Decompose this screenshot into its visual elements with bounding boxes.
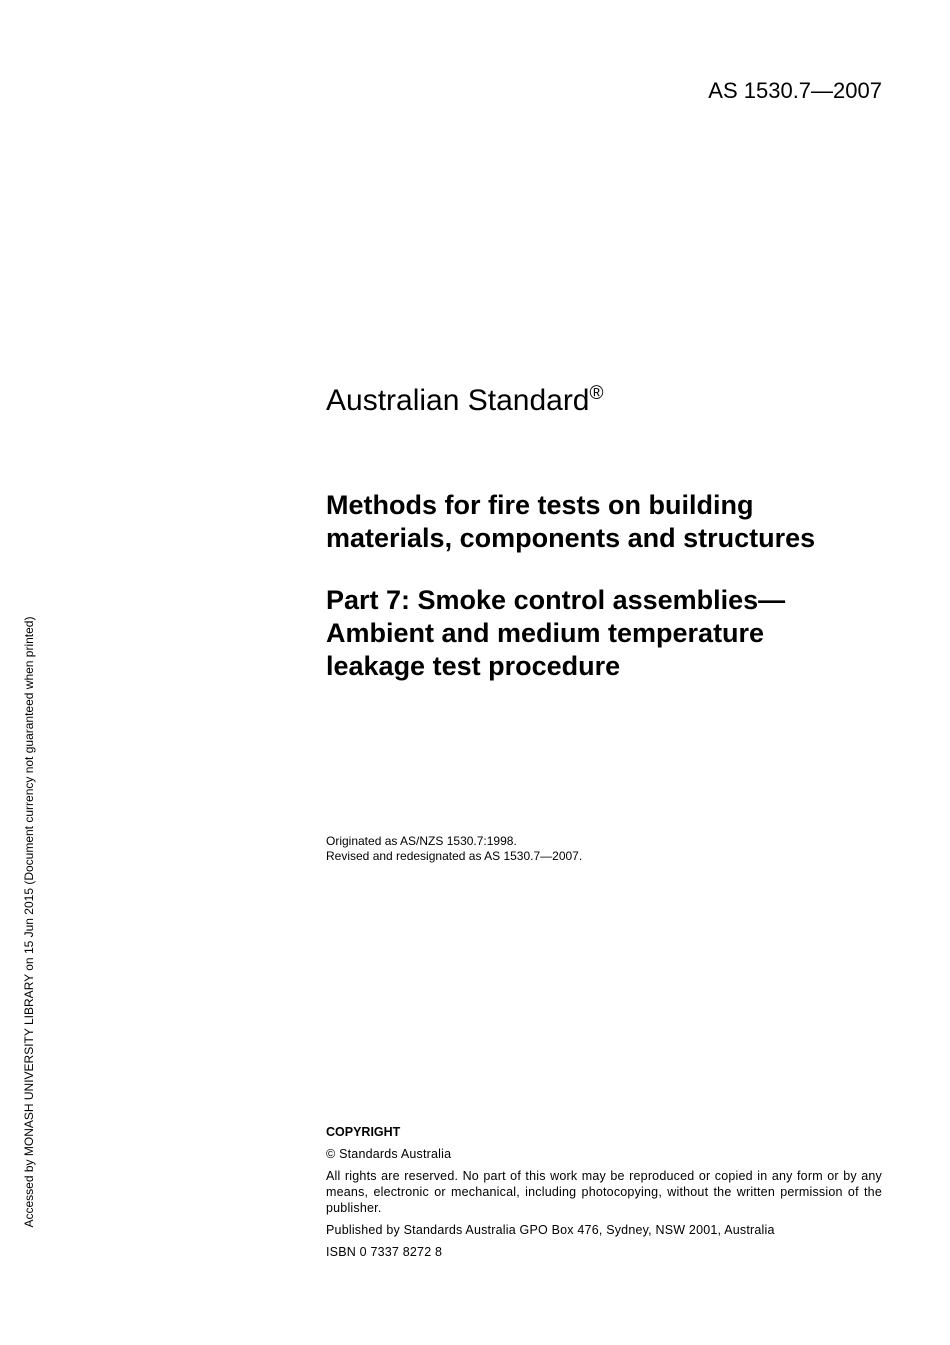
publisher-info: Published by Standards Australia GPO Box 476, Sydney, NSW 2001, Australia — [326, 1223, 775, 1237]
standard-type-label: Australian Standard — [326, 384, 590, 417]
part-title-line: Ambient and medium temperature — [326, 618, 765, 648]
title-line: Methods for fire tests on building — [326, 490, 754, 520]
history-line: Revised and redesignated as AS 1530.7—2007. — [326, 849, 583, 863]
part-title-line: leakage test procedure — [326, 651, 621, 681]
document-number: AS 1530.7—2007 — [708, 78, 882, 103]
part-title-line: Part 7: Smoke control assemblies— — [326, 585, 786, 615]
standard-type — [326, 384, 882, 418]
copyright-holder: © Standards Australia — [326, 1147, 452, 1161]
publication-history — [326, 834, 882, 864]
access-watermark: Accessed by MONASH UNIVERSITY LIBRARY on 15 Jun 2015 (Document currency not guaranteed when printed) — [22, 616, 36, 1228]
rights-statement: All rights are reserved. No part of this work may be reproduced or copied in any form or by any means, electronic or mechanical, including photocopying, without the written permission of the publisher. — [326, 1169, 882, 1215]
part-title — [326, 584, 882, 683]
document-title — [326, 489, 882, 555]
copyright-block — [326, 1124, 882, 1266]
registered-mark: ® — [589, 383, 604, 404]
title-line: materials, components and structures — [326, 523, 816, 553]
isbn: ISBN 0 7337 8272 8 — [326, 1245, 443, 1259]
history-line: Originated as AS/NZS 1530.7:1998. — [326, 834, 517, 848]
copyright-heading: COPYRIGHT — [326, 1125, 401, 1139]
